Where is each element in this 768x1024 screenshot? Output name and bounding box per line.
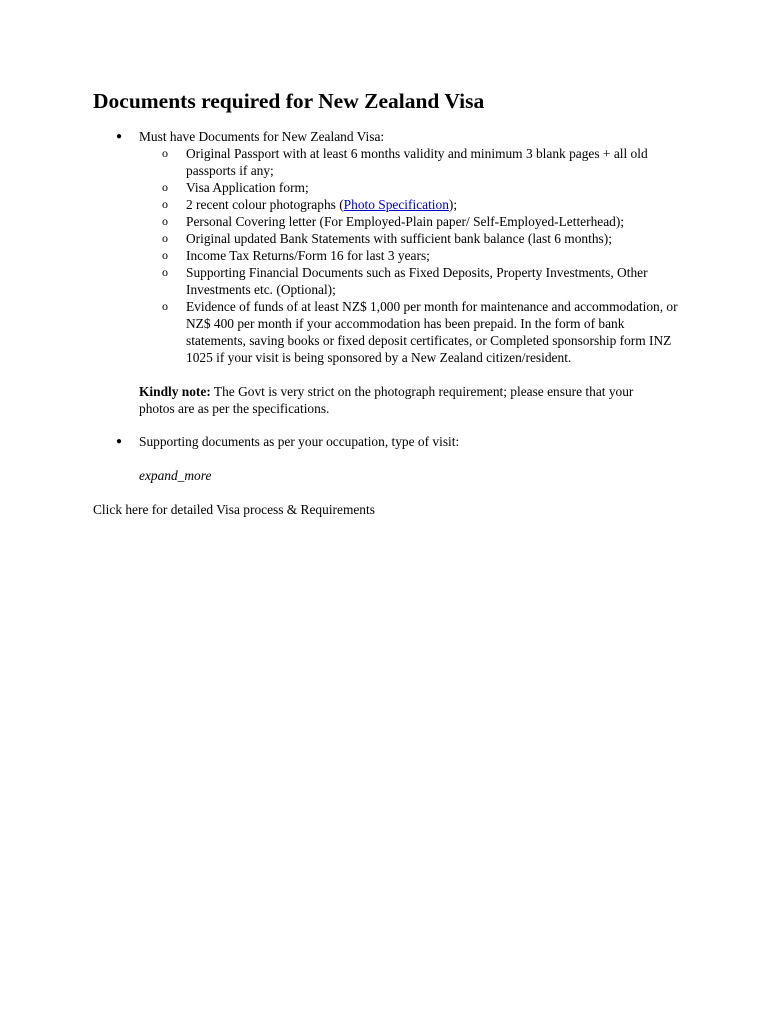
list-item xyxy=(139,298,693,366)
document-page xyxy=(93,86,693,518)
circle-bullet-icon: o xyxy=(162,248,168,262)
section-heading: Supporting documents as per your occupation, type of visit: xyxy=(139,434,460,449)
must-have-section xyxy=(93,128,693,417)
expand-more-toggle[interactable]: expand_more xyxy=(139,468,212,483)
list-item-text: Visa Application form; xyxy=(186,180,309,195)
note-text: The Govt is very strict on the photograph requirement; please ensure that your photos are as per the specifications. xyxy=(139,384,634,416)
circle-bullet-icon: o xyxy=(162,231,168,245)
photo-specification-link[interactable]: Photo Specification xyxy=(343,197,449,212)
photo-item-text xyxy=(186,196,686,213)
circle-bullet-icon: o xyxy=(162,146,168,160)
list-item-text: Evidence of funds of at least NZ$ 1,000 per month for maintenance and accommodation, or NZ$ 400 per month if your accommodation has been prepaid. In the form of bank statements, saving books or fixed deposit certificates, or Completed sponsorship form INZ 1025 if your visit is being sponsored by a New Zealand citizen/resident. xyxy=(186,299,678,365)
circle-bullet-icon: o xyxy=(162,197,168,211)
requirements-list xyxy=(93,128,693,484)
list-item xyxy=(139,145,693,179)
bullet-dot-icon: ● xyxy=(116,436,123,447)
circle-bullet-icon: o xyxy=(162,214,168,228)
must-have-documents-list xyxy=(139,145,693,366)
supporting-documents-section xyxy=(93,433,693,484)
page-title: Documents required for New Zealand Visa xyxy=(93,89,485,113)
list-item-text: Personal Covering letter (For Employed-Plain paper/ Self-Employed-Letterhead); xyxy=(186,214,625,229)
circle-bullet-icon: o xyxy=(162,265,168,279)
visa-process-link[interactable]: Click here for detailed Visa process & Requirements xyxy=(93,502,375,517)
list-item xyxy=(139,179,693,196)
bullet-dot-icon: ● xyxy=(116,131,123,142)
circle-bullet-icon: o xyxy=(162,299,168,313)
circle-bullet-icon: o xyxy=(162,180,168,194)
list-item xyxy=(139,264,693,298)
section-heading: Must have Documents for New Zealand Visa: xyxy=(139,129,385,144)
list-item xyxy=(139,213,693,230)
list-item xyxy=(139,196,693,213)
list-item-text: Original updated Bank Statements with sufficient bank balance (last 6 months); xyxy=(186,231,612,246)
list-item-text: Supporting Financial Documents such as Fixed Deposits, Property Investments, Other Investments etc. (Optional); xyxy=(186,265,648,297)
list-item-text: Original Passport with at least 6 months validity and minimum 3 blank pages + all old passports if any; xyxy=(186,146,648,178)
list-item xyxy=(139,247,693,264)
photo-item-after: ); xyxy=(448,197,458,212)
list-item-text: Income Tax Returns/Form 16 for last 3 years; xyxy=(186,248,430,263)
list-item xyxy=(139,230,693,247)
photo-note xyxy=(139,383,669,417)
note-label: Kindly note: xyxy=(139,384,211,399)
photo-item-before: 2 recent colour photographs ( xyxy=(186,197,344,212)
